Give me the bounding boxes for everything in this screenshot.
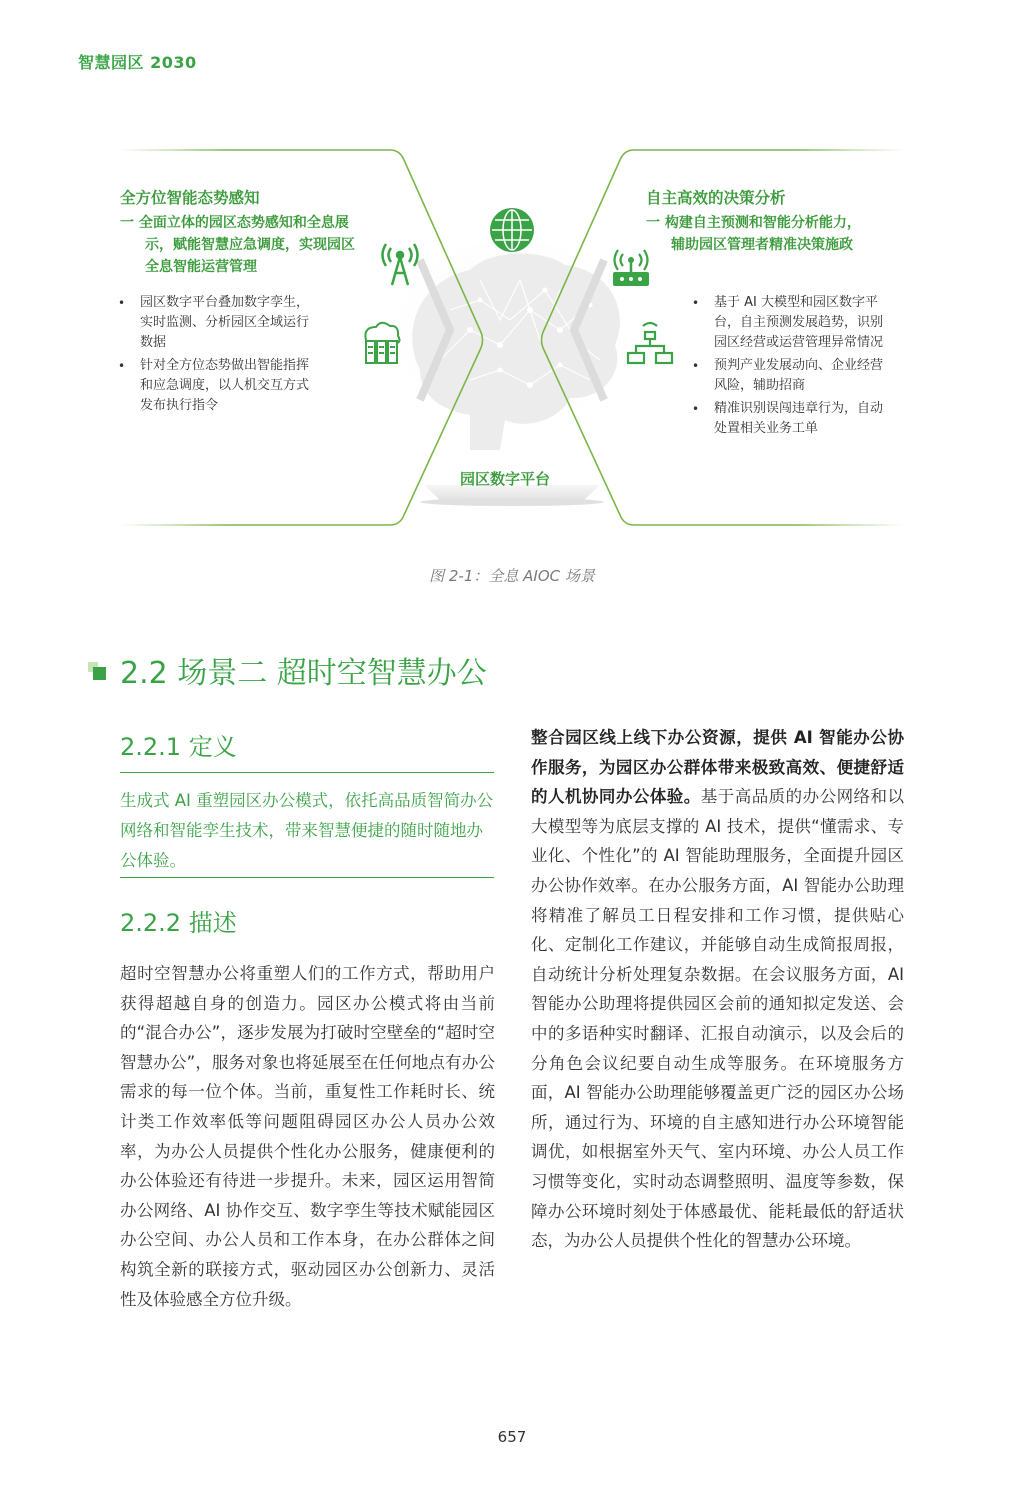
list-item: • 园区数字平台叠加数字孪生， 实时监测、分析园区全域运行 数据 xyxy=(118,293,309,353)
section-title: 2.2 场景二 超时空智慧办公 xyxy=(120,656,487,691)
left-panel-bullets xyxy=(118,293,309,419)
globe-icon xyxy=(490,208,534,252)
figure-caption: 图 2-1：全息 AIOC 场景 xyxy=(429,567,595,585)
right-panel-title: 自主高效的决策分析 xyxy=(646,189,786,207)
left-panel-title: 全方位智能态势感知 xyxy=(120,189,260,207)
network-hierarchy-icon xyxy=(628,323,672,363)
section-square-icon xyxy=(88,662,106,680)
divider xyxy=(120,772,494,773)
divider xyxy=(120,877,494,878)
description-text: 超时空智慧办公将重塑人们的工作方式，帮助用户获得超越自身的创造力。园区办公模式将由当前的“混合办公”，逐步发展为打破时空壁垒的“超时空智慧办公”，服务对象也将延展至在任何地点有办公需求的每一位个体。当前，重复性工作耗时长、统计类工作效率低等问题阻碍园区办公人员办公效率，为办公人员提供个性化办公服务，健康便利的办公体验还有待进一步提升。未来，园区运用智简办公网络、AI 协作交互、数字孪生等技术赋能园区办公空间、办公人员和工作本身，在办公群体之间构筑全新的联接方式，驱动园区办公创新力、灵活性及体验感全方位升级。 xyxy=(120,964,495,1309)
router-icon xyxy=(613,250,649,286)
right-panel-bullets xyxy=(692,293,883,442)
right-column-lead: 整合园区线上线下办公资源，提供 AI 智能办公协作服务，为园区办公群体带来极致高效、便捷舒适的人机协同办公体验。 xyxy=(531,728,904,807)
signal-tower-icon xyxy=(383,244,418,285)
page-number: 657 xyxy=(497,1428,527,1446)
definition-text: 生成式 AI 重塑园区办公模式，依托高品质智简办公网络和智能孪生技术，带来智慧便捷的随时随地办公体验。 xyxy=(120,791,494,870)
list-item: • 针对全方位态势做出智能指挥 和应急调度，以人机交互方式 发布执行指令 xyxy=(118,356,309,416)
definition-heading: 2.2.1 定义 xyxy=(120,733,237,761)
right-column-body: 基于高品质的办公网络和以大模型等为底层支撑的 AI 技术，提供“懂需求、专业化、个性化”的 AI 智能助理服务，全面提升园区办公协作效率。在办公服务方面，AI 智能办公助理将精准了解员工日程安排和工作习惯，提供贴心化、定制化工作建议，并能够自动生成简报周报，自动统计分析处理复杂数据。在会议服务方面，AI 智能办公助理将提供园区会前的通知拟定发送、会中的多语种实时翻译、汇报自动演示，以及会后的分角色会议纪要自动生成等服务。在环境服务方面，AI 智能办公助理能够覆盖更广泛的园区办公场所，通过行为、环境的自主感知进行办公环境智能调优，如根据室外天气、室内环境、办公人员工作习惯等变化，实时动态调整照明、温度等参数，保障办公环境时刻处于体感最优、能耗最低的舒适状态，为办公人员提供个性化的智慧办公环境。 xyxy=(531,787,905,1251)
list-item: • 精准识别误闯违章行为，自动 处置相关业务工单 xyxy=(692,399,883,439)
list-item: • 基于 AI 大模型和园区数字平 台，自主预测发展趋势，识别 园区经营或运营管理异常情况 xyxy=(692,293,883,353)
right-column-text xyxy=(531,723,904,1256)
left-panel-subtitle: 一 全面立体的园区态势感知和全息展 示，赋能智慧应急调度，实现园区 全息智能运营管理 xyxy=(120,215,355,275)
description-heading: 2.2.2 描述 xyxy=(120,909,237,937)
right-panel-subtitle: 一 构建自主预测和智能分析能力， 辅助园区管理者精准决策施政 xyxy=(646,215,861,253)
platform-label: 园区数字平台 xyxy=(460,470,551,488)
list-item: • 预判产业发展动向、企业经营 风险，辅助招商 xyxy=(692,356,883,396)
running-header: 智慧园区 2030 xyxy=(78,53,197,72)
